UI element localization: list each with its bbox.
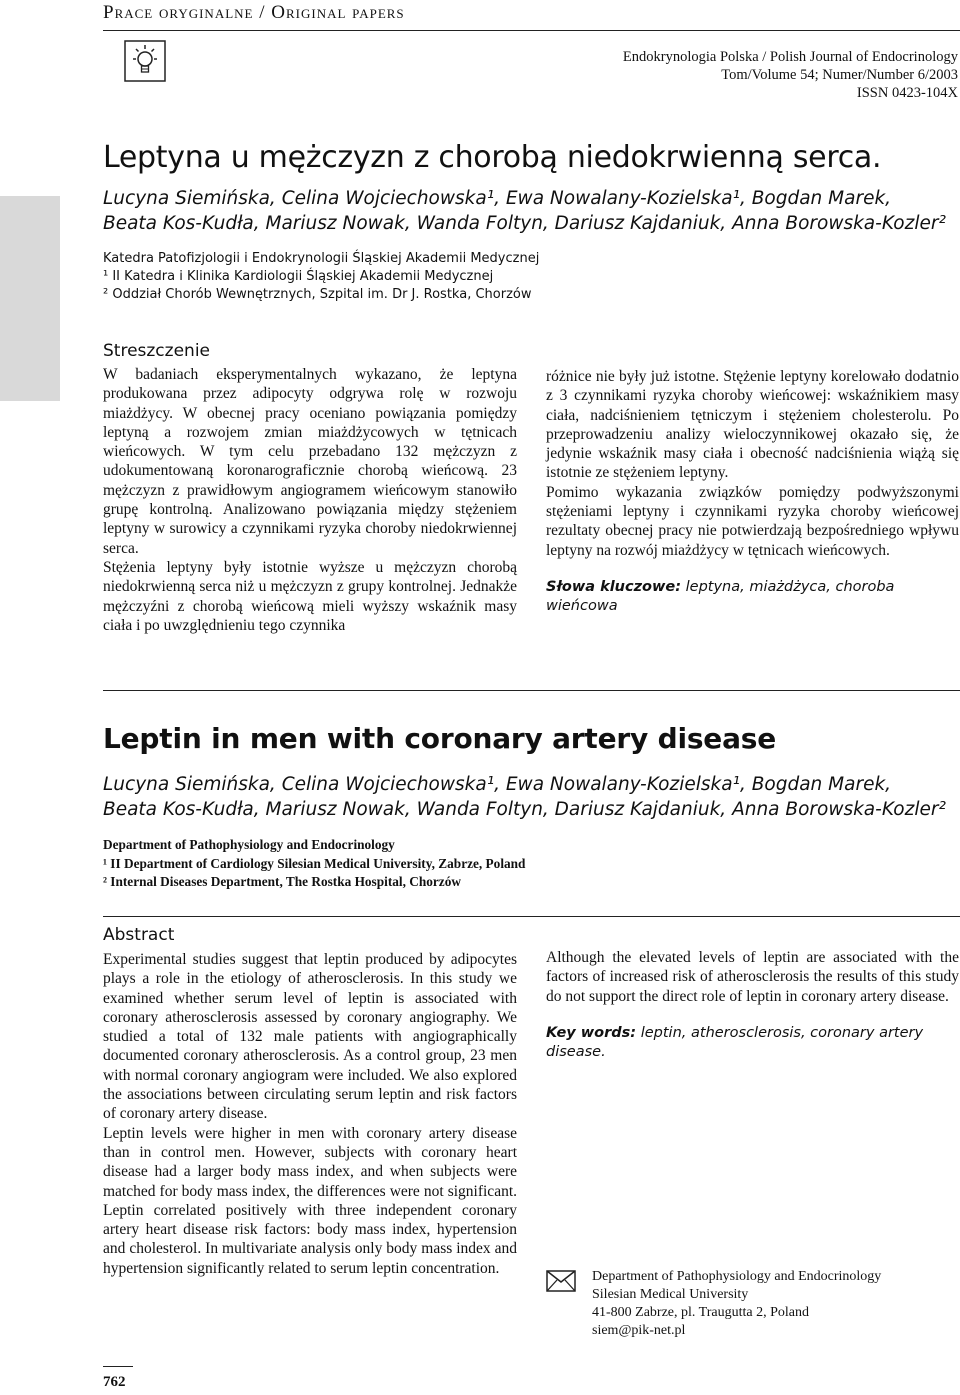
paragraph: W badaniach eksperymentalnych wykazano, że leptyna produkowana przez adipocyty odgrywa rolę w rozwoju miażdżycy. W obecnej pracy oceniano powiązania pomiędzy leptyną a rozwojem zmian miażdżycowych w tętnicach wieńcowych. W tym celu przebadano 132 mężczyzn z udokumentowaną koronarograficznie chorobą wieńcową. 23 mężczyzn z prawidłowym angiogramem wieńcowym stanowiło grupę kontrolną. Analizowano powiązania między stężeniem leptyny w surowicy a czynnikami ryzyka choroby niedokrwiennej serca. [103,366,517,557]
affiliation-line: ¹ II Katedra i Klinika Kardiologii Śląskiej Akademii Medycznej [103,269,494,284]
address-line: 41-800 Zabrze, pl. Traugutta 2, Poland [592,1305,809,1320]
keywords-label: Słowa kluczowe: [546,578,682,595]
english-title: Leptin in men with coronary artery disease [103,722,777,755]
lightbulb-icon [124,40,166,82]
keywords-text: leptyna, miażdżyca, choroba wieńcowa [546,578,895,615]
polish-title: Leptyna u mężczyzn z chorobą niedokrwienną serca. [103,140,882,175]
paragraph: Experimental studies suggest that leptin produced by adipocytes plays a role in the etiology of atherosclerosis. In this study we examined whether serum level of leptin is associated with coronary atherosclerosis assessed by coronary angiography. We studied a total of 132 male patients with angiographically documented coronary atherosclerosis. As a control group, 23 men with normal coronary angiogram were included. We also explored the associations between circulating serum leptin and risk factors of coronary artery disease. [103,951,517,1123]
header-rule [103,30,960,31]
polish-abstract-heading: Streszczenie [103,341,210,361]
keywords-text: leptin, atherosclerosis, coronary artery disease. [546,1024,924,1061]
keywords-label: Key words: [546,1024,637,1041]
english-keywords [546,1024,959,1063]
affiliation-line: ² Internal Diseases Department, The Rostka Hospital, Chorzów [103,874,461,889]
journal-info [623,48,958,102]
authors-line-1: Lucyna Siemińska, Celina Wojciechowska¹, Ewa Nowalany-Kozielska¹, Bogdan Marek, [103,774,892,795]
journal-name: Endokrynologia Polska / Polish Journal of Endocrinology [622,49,958,65]
authors-line-2: Beata Kos-Kudła, Mariusz Nowak, Wanda Foltyn, Dariusz Kajdaniuk, Anna Borowska-Kozler² [103,799,946,820]
english-abstract-col-2 [546,948,959,1062]
journal-issn: ISSN 0423-104X [856,85,958,101]
authors-line-1: Lucyna Siemińska, Celina Wojciechowska¹, Ewa Nowalany-Kozielska¹, Bogdan Marek, [103,188,892,209]
authors-line-2: Beata Kos-Kudła, Mariusz Nowak, Wanda Foltyn, Dariusz Kajdaniuk, Anna Borowska-Kozler² [103,213,946,234]
english-affiliations [103,836,525,892]
english-abstract-col-1 [103,950,517,1278]
footer-rule [103,1366,133,1367]
affiliation-line: ¹ II Department of Cardiology Silesian Medical University, Zabrze, Poland [103,855,526,871]
affiliation-line: Department of Pathophysiology and Endocrinology [103,837,395,852]
polish-authors [103,186,946,236]
polish-keywords [546,578,959,617]
correspondence-address [592,1268,881,1340]
paragraph: Leptin levels were higher in men with coronary artery disease than in control men. However, subjects with coronary heart disease had a larger body mass index, and when subjects were matched for body mass index, the differences were not significant. Leptin correlated positively with three independent coronary artery heart disease risk factors: body mass index, hypertension and cholesterol. In multivariate analysis only body mass index and hypertension significantly related to serum leptin concentration. [103,1124,517,1277]
journal-volume: Tom/Volume 54; Numer/Number 6/2003 [721,67,958,83]
side-bar [0,196,60,401]
affiliation-line: Katedra Patofizjologii i Endokrynologii Śląskiej Akademii Medycznej [103,251,540,266]
address-line: Department of Pathophysiology and Endocrinology [592,1269,882,1284]
polish-abstract-col-1 [103,365,517,635]
affiliation-line: ² Oddział Chorób Wewnętrznych, Szpital im. Dr J. Rostka, Chorzów [103,287,532,302]
polish-abstract-col-2 [546,367,959,617]
paragraph: Pomimo wykazania związków pomiędzy podwyższonymi stężeniami leptyny i czynnikami ryzyka choroby wieńcowej rezultaty obecnej pracy nie potwierdzają bezpośredniego wpływu leptyny na rozwój miażdżycy w tętnicach wieńcowych. [546,483,959,559]
section-header: Prace oryginalne / Original papers [103,2,405,23]
envelope-icon [546,1270,576,1292]
abstract-divider [103,916,960,917]
paragraph: różnice nie były już istotne. Stężenie leptyny korelowało dodatnio z 3 czynnikami ryzyka choroby wieńcowej: wskaźnikiem masy ciała, nadciśnieniem tętniczym i stężeniem cholesterolu. Po przeprowadzeniu analizy wieloczynnikowej okazało się, że jedynie wskaźnik masy ciała i obecność nadciśnienia wiążą się istotnie ze stężeniem leptyny. [546,368,959,482]
polish-affiliations [103,250,539,304]
paragraph: Although the elevated levels of leptin are associated with the factors of increased risk of atherosclerosis the results of this study do not support the direct role of leptin in coronary artery disease. [546,949,959,1005]
paragraph: Stężenia leptyny były istotnie wyższe u mężczyzn chorobą niedokrwienną serca niż u mężczyzn z grupy kontrolnej. Jednakże mężczyźni z chorobą wieńcową mieli wyższy wskaźnik masy ciała i po uwzględnieniu tego czynnika [103,558,517,634]
email-address: siem@pik-net.pl [592,1323,686,1338]
address-line: Silesian Medical University [592,1287,749,1302]
english-abstract-heading: Abstract [103,925,175,945]
section-divider [103,690,960,691]
page-number: 762 [103,1374,126,1390]
english-authors [103,772,946,822]
